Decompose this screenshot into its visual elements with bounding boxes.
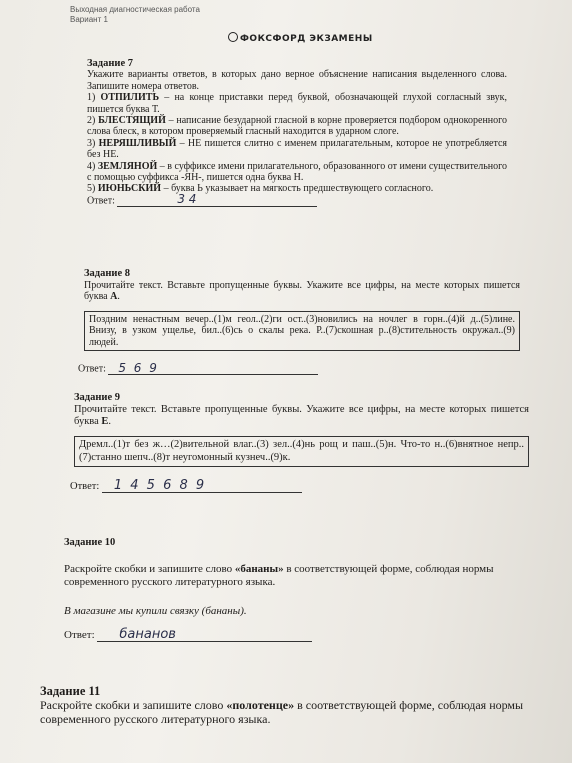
task-intro [74, 404, 529, 428]
task-title: Задание 7 [87, 58, 133, 69]
option-text: – написание безударной гласной в корне проверяется подбором однокоренного слова блеск, в котором проверяемый гласный находится в ударном слоге. [87, 115, 508, 138]
option-word: ИЮНЬСКИЙ [97, 183, 162, 195]
option-word: ОТПИЛИТЬ [100, 92, 160, 104]
target-letter: А [110, 291, 118, 302]
option-word: БЛЕСТЯЩИЙ [98, 115, 166, 127]
task-title: Задание 9 [74, 392, 120, 403]
task-9 [70, 392, 529, 493]
answer-label: Ответ: [64, 629, 95, 641]
answer-field[interactable] [108, 360, 318, 375]
option-text: – на конце приставки перед буквой, обозначающей глухой согласный звук, пишется буква Т. [87, 92, 507, 115]
task-intro [64, 563, 554, 589]
intro-text: Раскройте скобки и запишите слово [64, 563, 235, 575]
intro-end: в соответствующей форме, соблюдая нормы современного русского литературного языка. [64, 563, 494, 588]
foxford-logo [228, 32, 373, 44]
task-title: Задание 10 [64, 537, 116, 548]
task-11 [40, 684, 570, 726]
intro-text: Прочитайте текст. Вставьте пропущенные буквы. Укажите все цифры, на месте которых пишется буква [84, 279, 520, 302]
answer-row [64, 628, 554, 642]
option-text: – в суффиксе имени прилагательного, образованного от имени существительного с помощью суффикса -ЯН-, пишется одна буква Н. [87, 160, 508, 184]
option-number: 2) [87, 115, 96, 127]
option-item [87, 92, 507, 115]
answer-row [78, 360, 520, 375]
option-item [87, 183, 507, 194]
task-sentence: В магазине мы купили связку (бананы). [64, 605, 247, 617]
fox-icon [228, 32, 238, 42]
option-item [87, 138, 507, 161]
option-item [87, 115, 507, 138]
handwritten-answer: бананов [119, 627, 176, 642]
intro-end: в соответствующей форме, соблюдая нормы современного русского литературного языка. [40, 698, 524, 726]
option-item [87, 161, 507, 184]
option-text: – буква Ь указывает на мягкость предшествующего согласного. [161, 183, 434, 195]
option-number: 1) [87, 92, 96, 104]
option-text: – НЕ пишется слитно с именем прилагательным, которое не употребляется без НЕ. [87, 137, 508, 161]
task-intro [40, 698, 570, 726]
answer-field[interactable] [97, 628, 312, 642]
task-8 [78, 268, 520, 375]
task-title: Задание 8 [84, 268, 130, 279]
answer-label: Ответ: [87, 195, 115, 207]
page-header [70, 5, 200, 25]
task-intro: Укажите варианты ответов, в которых дано верное объяснение написания выделенного слова. Запишите номера ответов. [87, 69, 507, 92]
answer-field[interactable] [117, 192, 317, 207]
target-letter: Е [101, 416, 109, 427]
task-title: Задание 11 [40, 684, 101, 698]
option-number: 3) [87, 137, 96, 149]
option-number: 4) [87, 160, 96, 172]
handwritten-answer: 1 4 5 6 8 9 [113, 478, 207, 493]
intro-text: Прочитайте текст. Вставьте пропущенные буквы. Укажите все цифры, на месте которых пишется буква [74, 404, 529, 427]
header-variant: Вариант 1 [70, 15, 108, 24]
intro-text: Раскройте скобки и запишите слово [40, 698, 227, 712]
handwritten-answer: 3 4 [177, 192, 197, 207]
answer-field[interactable] [102, 478, 302, 493]
option-number: 5) [87, 183, 96, 195]
target-word: «полотенце» [226, 698, 295, 712]
answer-label: Ответ: [70, 481, 100, 492]
task-10 [64, 536, 554, 642]
logo-text: ФОКСФОРД ЭКЗАМЕНЫ [240, 34, 373, 44]
task-7 [87, 58, 507, 207]
answer-row [87, 192, 507, 207]
answer-row [70, 478, 529, 493]
option-word: ЗЕМЛЯНОЙ [97, 160, 158, 172]
intro-end: . [108, 416, 112, 427]
task-text-box: Дремл..(1)т без ж…(2)вительной влаг..(3) зел..(4)нь рощ и паш..(5)н. Что-то н..(6)внятное непр..(7)станно шепч..(8)т неугомонный кузнеч..(9)к. [74, 436, 529, 467]
task-intro [84, 280, 520, 303]
answer-label: Ответ: [78, 363, 106, 375]
target-word: «бананы» [234, 563, 284, 575]
task-text-box: Поздним ненастным вечер..(1)м геол..(2)ги ост..(3)новились на ночлег в горн..(4)й д..(5)лине. Внизу, в узком ущелье, бил..(6)сь о скалы река. Р..(7)скошная р..(8)стительность окружал..(9) людей. [84, 311, 520, 352]
header-title: Выходная диагностическая работа [70, 5, 200, 14]
option-word: НЕРЯШЛИВЫЙ [98, 137, 177, 149]
handwritten-answer: 5 6 9 [118, 360, 159, 375]
intro-end: . [117, 291, 120, 302]
